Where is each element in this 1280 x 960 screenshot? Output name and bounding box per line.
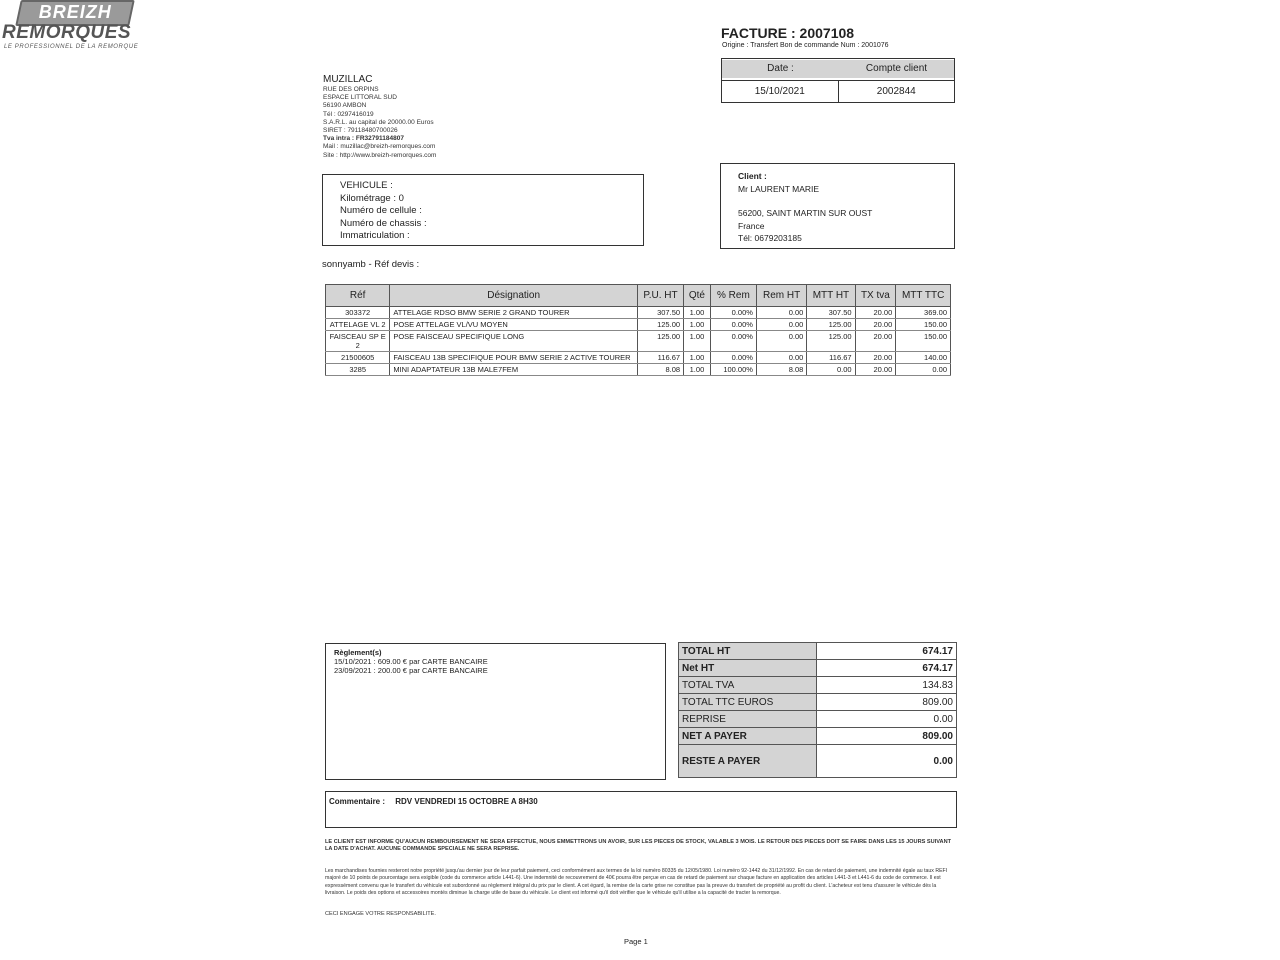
cell-mtt-ht: 307.50: [807, 307, 855, 319]
totals-label: Net HT: [679, 660, 817, 677]
col-mtt-ttc: MTT TTC: [896, 285, 951, 307]
table-row: [326, 364, 951, 376]
totals-label: REPRISE: [679, 711, 817, 728]
cell-ref: 21500605: [326, 352, 390, 364]
cell-pct-rem: 0.00%: [710, 331, 756, 352]
cell-ref: ATTELAGE VL 2: [326, 319, 390, 331]
totals-label: TOTAL HT: [679, 643, 817, 660]
comment-label: Commentaire :: [329, 797, 386, 806]
cell-designation: FAISCEAU 13B SPECIFIQUE POUR BMW SERIE 2 ACTIVE TOURER: [390, 352, 638, 364]
totals-value: 134.83: [816, 677, 956, 694]
cell-tx-tva: 20.00: [855, 364, 896, 376]
cell-pct-rem: 0.00%: [710, 307, 756, 319]
client-phone: Tél: 0679203185: [738, 233, 802, 243]
client-city: 56200, SAINT MARTIN SUR OUST: [738, 208, 873, 218]
cell-mtt-ht: 125.00: [807, 319, 855, 331]
cell-mtt-ttc: 140.00: [896, 352, 951, 364]
company-address-line: Tva intra : FR32791184807: [323, 135, 404, 143]
company-address-line: SIRET : 79118480700026: [323, 127, 398, 135]
cell-qte: 1.00: [684, 352, 711, 364]
client-name: Mr LAURENT MARIE: [738, 183, 820, 194]
company-address-line: Site : http://www.breizh-remorques.com: [323, 151, 437, 159]
cell-pu-ht: 307.50: [637, 307, 683, 319]
cell-designation: ATTELAGE RDSO BMW SERIE 2 GRAND TOURER: [390, 307, 638, 319]
vehicle-field: VEHICULE :: [340, 180, 393, 191]
client-label: Client :: [738, 171, 767, 181]
cell-pu-ht: 116.67: [637, 352, 683, 364]
company-address-line: 56190 AMBON: [323, 102, 367, 110]
date-header: Date :: [722, 60, 839, 78]
vehicle-field: Kilométrage : 0: [340, 192, 404, 204]
totals-row: [679, 677, 957, 694]
payments-box: [325, 643, 666, 780]
cell-rem-ht: 0.00: [756, 331, 806, 352]
cell-rem-ht: 0.00: [756, 319, 806, 331]
col-mtt-ht: MTT HT: [807, 285, 855, 307]
totals-value: 674.17: [816, 643, 956, 660]
invoice-lines-table: [325, 284, 951, 376]
vehicle-field: Numéro de chassis :: [340, 217, 427, 229]
account-number: 2002844: [876, 86, 916, 97]
totals-value: 674.17: [816, 660, 956, 677]
page-number: Page 1: [624, 937, 648, 946]
cell-ref: 303372: [326, 307, 390, 319]
cell-mtt-ht: 125.00: [807, 331, 855, 352]
table-row: [326, 331, 951, 352]
totals-label: TOTAL TTC EUROS: [679, 694, 817, 711]
payments-list: [334, 657, 657, 675]
logo-tagline: LE PROFESSIONNEL DE LA REMORQUE: [4, 44, 139, 50]
totals-label: RESTE A PAYER: [679, 745, 817, 778]
cell-mtt-ht: 0.00: [807, 364, 855, 376]
company-name: MUZILLAC: [323, 74, 373, 85]
totals-value: 0.00: [816, 745, 956, 778]
company-address: [323, 86, 436, 160]
client-country: France: [738, 220, 765, 231]
totals-value: 809.00: [816, 728, 956, 745]
cell-qte: 1.00: [684, 364, 711, 376]
cell-pct-rem: 100.00%: [710, 364, 756, 376]
totals-row: [679, 711, 957, 728]
cell-tx-tva: 20.00: [855, 319, 896, 331]
totals-row: [679, 728, 957, 745]
cell-tx-tva: 20.00: [855, 352, 896, 364]
invoice-origin: Origine : Transfert Bon de commande Num : 2001076: [722, 42, 889, 49]
table-row: [326, 307, 951, 319]
totals-value: 809.00: [816, 694, 956, 711]
table-row: [326, 319, 951, 331]
comment-text: RDV VENDREDI 15 OCTOBRE A 8H30: [395, 797, 538, 806]
company-address-line: Tél : 0297416019: [323, 110, 374, 118]
invoice-title: FACTURE : 2007108: [721, 25, 855, 41]
totals-label: TOTAL TVA: [679, 677, 817, 694]
cell-ref: 3285: [326, 364, 390, 376]
payment-line: 23/09/2021 : 200.00 € par CARTE BANCAIRE: [334, 666, 488, 675]
cell-tx-tva: 20.00: [855, 331, 896, 352]
account-header: Compte client: [839, 60, 954, 78]
totals-row: [679, 745, 957, 778]
cell-rem-ht: 0.00: [756, 307, 806, 319]
col-ref: Réf: [326, 285, 390, 307]
invoice-date: 15/10/2021: [722, 81, 839, 103]
ref-devis: sonnyamb - Réf devis :: [322, 259, 420, 270]
cell-mtt-ttc: 150.00: [896, 331, 951, 352]
logo-remorques: REMORQUES: [2, 22, 132, 43]
cell-rem-ht: 8.08: [756, 364, 806, 376]
vehicle-field: Numéro de cellule :: [340, 205, 422, 216]
cell-mtt-ttc: 150.00: [896, 319, 951, 331]
payments-label: Règlement(s): [334, 648, 382, 657]
vehicle-box: [322, 174, 644, 246]
cell-mtt-ttc: 0.00: [896, 364, 951, 376]
col-qte: Qté: [684, 285, 711, 307]
cell-qte: 1.00: [684, 331, 711, 352]
col-tx-tva: TX tva: [855, 285, 896, 307]
cell-pu-ht: 125.00: [637, 331, 683, 352]
vehicle-info: [340, 180, 643, 243]
logo-breizh: BREIZH: [38, 2, 112, 22]
cell-pct-rem: 0.00%: [710, 319, 756, 331]
totals-row: [679, 660, 957, 677]
cell-pu-ht: 8.08: [637, 364, 683, 376]
company-info: [323, 74, 436, 160]
refund-notice: LE CLIENT EST INFORME QU'AUCUN REMBOURSEMENT NE SERA EFFECTUE, NOUS EMMETTRONS UN AVOIR, SUR LES PIECES DE STOCK, VALABLE 3 MOIS. LE RETOUR DES PIECES DOIT SE FAIRE DANS LES 15 JOURS SUIVANT LA DATE D'ACHAT. AUCUNE COMMANDE SPECIALE NE SERA REPRISE.: [325, 839, 952, 852]
totals-row: [679, 694, 957, 711]
cell-pct-rem: 0.00%: [710, 352, 756, 364]
payment-line: 15/10/2021 : 609.00 € par CARTE BANCAIRE: [334, 657, 488, 666]
comment-box: [325, 791, 957, 828]
totals-table: [678, 642, 957, 778]
cell-designation: POSE FAISCEAU SPECIFIQUE LONG: [390, 331, 638, 352]
totals-row: [679, 643, 957, 660]
table-header-row: [326, 285, 951, 307]
cell-ref: FAISCEAU SP E 2: [326, 331, 390, 352]
company-address-line: S.A.R.L. au capital de 20000.00 Euros: [323, 118, 434, 126]
vehicle-field: Immatriculation :: [340, 230, 410, 241]
client-box: [720, 163, 955, 249]
cell-pu-ht: 125.00: [637, 319, 683, 331]
cell-tx-tva: 20.00: [855, 307, 896, 319]
col-pu-ht: P.U. HT: [637, 285, 683, 307]
table-body: [326, 307, 951, 376]
cell-designation: MINI ADAPTATEUR 13B MALE7FEM: [390, 364, 638, 376]
cell-mtt-ttc: 369.00: [896, 307, 951, 319]
cell-rem-ht: 0.00: [756, 352, 806, 364]
legal-small-print: Les marchandises fournies resteront notre propriété jusqu'au dernier jour de leur parfait paiement, ceci conformément aux termes de la loi numéro 80335 du 12/05/1980. Loi numéro 92-1442 du 31/12/1992. En cas de retard de paiement, une indemnité égale au taux REFI majoré de 10 points de pourcentage sera exigible (code du commerce article L441-6). Une indemnité de recouvrement de 40€ pourra être perçue en cas de retard de paiement sur chaque facture en application des articles L441-3 et L441-6 du code de commerce. Il est expressément convenu que le transfert du véhicule est subordonné au règlement intégral du prix par le client. A cet égard, la remise de la carte grise ne constitue pas la preuve du transfert de propriété au profit du client. L'acheteur est tenu d'assurer le véhicule dès la livraison. Le poids des options et accessoires montés diminue la charge utile de base du véhicule. Le client est informé qu'il doit vérifier que le véhicule qu'il utilise a la capacité de tracter la remorque.: [325, 868, 948, 897]
invoice-meta-box: [721, 58, 955, 103]
col-rem-ht: Rem HT: [756, 285, 806, 307]
company-address-line: ESPACE LITTORAL SUD: [323, 94, 397, 102]
cell-qte: 1.00: [684, 307, 711, 319]
company-logo: [0, 0, 139, 52]
col-pct-rem: % Rem: [710, 285, 756, 307]
company-address-line: Mail : muzillac@breizh-remorques.com: [323, 143, 436, 151]
cell-qte: 1.00: [684, 319, 711, 331]
totals-value: 0.00: [816, 711, 956, 728]
engagement-notice: CECI ENGAGE VOTRE RESPONSABILITE.: [325, 911, 436, 917]
cell-designation: POSE ATTELAGE VL/VU MOYEN: [390, 319, 638, 331]
table-row: [326, 352, 951, 364]
col-designation: Désignation: [390, 285, 638, 307]
company-address-line: RUE DES ORPINS: [323, 86, 379, 93]
totals-label: NET A PAYER: [679, 728, 817, 745]
cell-mtt-ht: 116.67: [807, 352, 855, 364]
